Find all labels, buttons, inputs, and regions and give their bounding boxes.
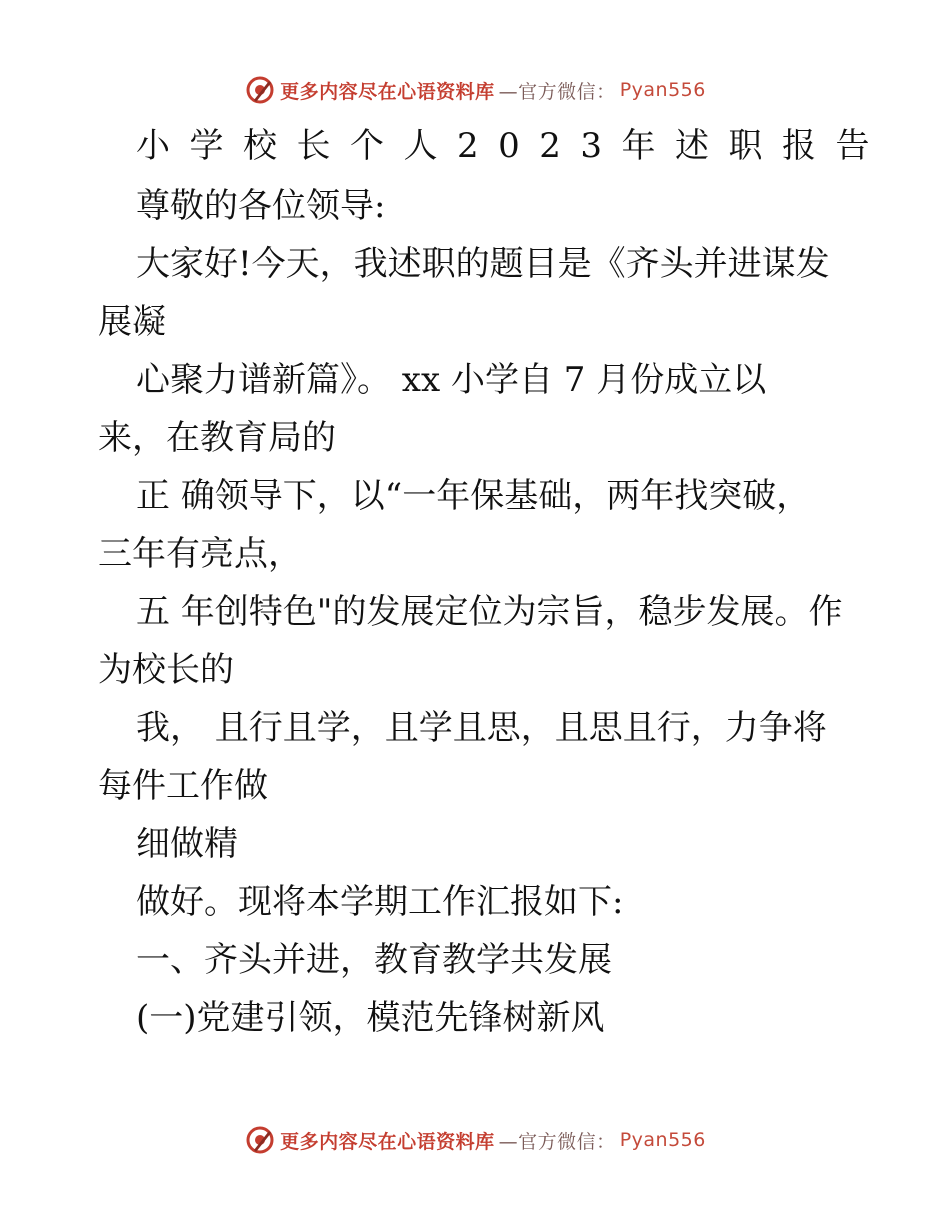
- paragraph-line: 每件工作做: [98, 766, 268, 806]
- banner-wechat-id: Pyan556: [619, 79, 706, 101]
- section-heading: 一、齐头并进，教育教学共发展: [136, 940, 612, 980]
- paragraph-line: 细做精: [136, 824, 238, 864]
- footer-banner: [0, 1120, 950, 1160]
- paragraph-line: 做好。现将本学期工作汇报如下:: [136, 882, 624, 922]
- paragraph-line: 正 确领导下，以“一年保基础，两年找突破，: [136, 476, 811, 516]
- banner-wechat-label: —官方微信：: [498, 80, 616, 103]
- banner-wechat-label: —官方微信：: [498, 1130, 616, 1153]
- paragraph-line: 心聚力谱新篇》。 xx 小学自 7 月份成立以: [136, 360, 767, 400]
- banner-site-text: 更多内容尽在心语资料库: [280, 80, 495, 103]
- subsection-heading: (一)党建引领，模范先锋树新风: [136, 998, 605, 1038]
- header-banner: [0, 70, 950, 110]
- paragraph-line: 三年有亮点，: [98, 534, 302, 574]
- document-title: 小学校长个人2023年述职报告: [136, 126, 890, 166]
- paragraph-line: 展凝: [98, 302, 166, 342]
- banner-site-text: 更多内容尽在心语资料库: [280, 1130, 495, 1153]
- paragraph-line: 大家好!今天，我述职的题目是《齐头并进谋发: [136, 244, 830, 284]
- paragraph-line: 来，在教育局的: [98, 418, 336, 458]
- salutation: 尊敬的各位领导:: [136, 186, 386, 226]
- quill-pen-circle-logo-icon: [244, 74, 276, 106]
- paragraph-line: 五 年创特色"的发展定位为宗旨，稳步发展。作: [136, 592, 843, 632]
- paragraph-line: 我， 且行且学，且学且思，且思且行，力争将: [136, 708, 827, 748]
- banner-wechat-id: Pyan556: [619, 1129, 706, 1151]
- paragraph-line: 为校长的: [98, 650, 234, 690]
- quill-pen-circle-logo-icon: [244, 1124, 276, 1156]
